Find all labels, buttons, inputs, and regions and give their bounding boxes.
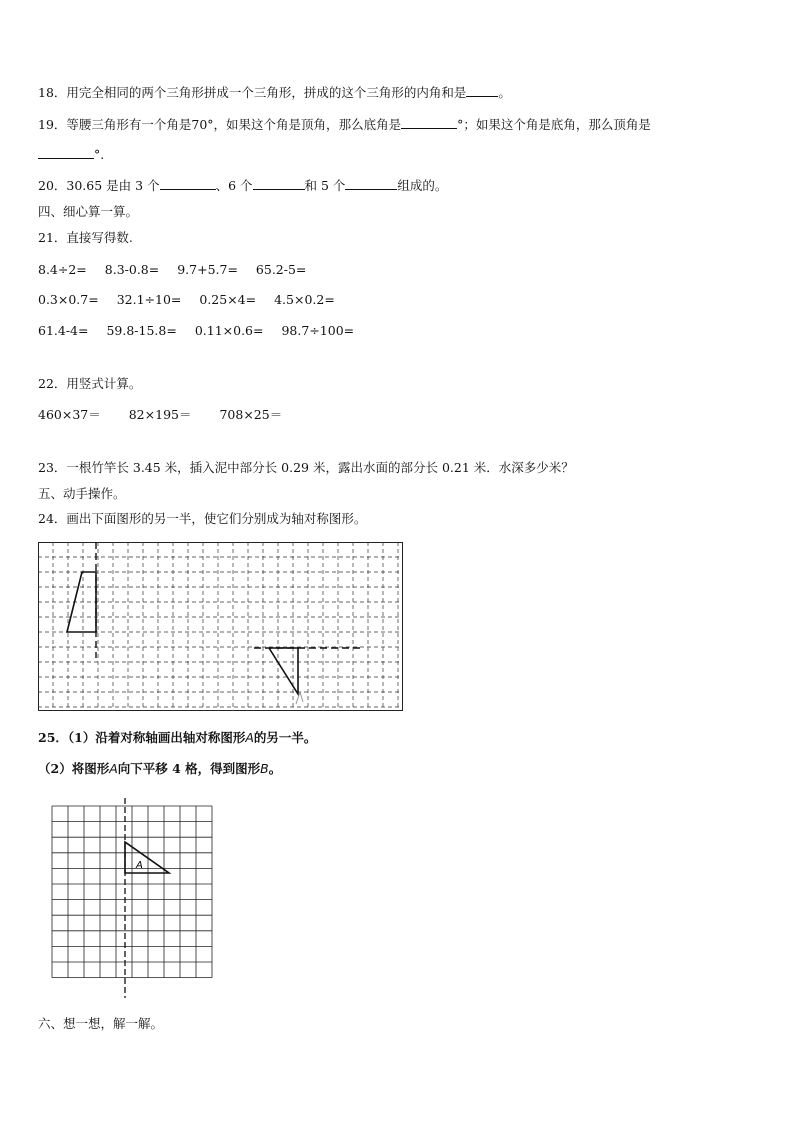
q20-text-4: 组成的。 bbox=[397, 178, 448, 193]
q21-expr: 0.3×0.7= bbox=[38, 292, 99, 307]
q21-expr: 0.25×4= bbox=[199, 292, 257, 307]
q22-items bbox=[38, 407, 296, 423]
q20-blank-3[interactable] bbox=[345, 177, 397, 190]
q21-row-2 bbox=[38, 292, 349, 308]
q19-vertex-angle-blank[interactable] bbox=[38, 146, 94, 159]
q20-blank-1[interactable] bbox=[160, 177, 216, 190]
q20-text-1: 20．30.65 是由 3 个 bbox=[38, 178, 160, 193]
section-5-heading: 五、动手操作。 bbox=[38, 486, 126, 501]
q21-expr: 4.5×0.2= bbox=[274, 292, 335, 307]
q25-text-2: （2）将图形 bbox=[38, 761, 110, 776]
q25-text-1-end: 的另一半。 bbox=[253, 730, 317, 745]
section-6-heading: 六、想一想，解一解。 bbox=[38, 1016, 164, 1031]
question-19 bbox=[38, 116, 651, 133]
question-21-title: 21．直接写得数. bbox=[38, 230, 133, 245]
q20-blank-2[interactable] bbox=[253, 177, 305, 190]
q24-grid-figure bbox=[38, 542, 404, 712]
q21-row-3 bbox=[38, 323, 368, 339]
q21-expr: 98.7÷100= bbox=[281, 323, 355, 338]
q18-answer-blank[interactable] bbox=[466, 84, 498, 97]
q18-suffix: 。 bbox=[498, 85, 511, 100]
question-20 bbox=[38, 177, 447, 194]
q19-base-angle-blank[interactable] bbox=[401, 116, 457, 129]
q21-expr: 8.3-0.8= bbox=[104, 262, 160, 277]
q20-text-2: 、6 个 bbox=[215, 178, 253, 193]
q24-grid-border bbox=[39, 543, 403, 711]
q21-expr: 0.11×0.6= bbox=[194, 323, 264, 338]
q25-text-2-end: 。 bbox=[268, 761, 282, 776]
question-25-part-1 bbox=[38, 730, 316, 746]
q19-text-1: 19．等腰三角形有一个角是70°，如果这个角是顶角，那么底角是 bbox=[38, 117, 402, 132]
question-18 bbox=[38, 84, 511, 101]
q21-expr: 65.2-5= bbox=[255, 262, 307, 277]
q25-var-a-2: A bbox=[109, 761, 118, 776]
section-4-heading: 四、细心算一算。 bbox=[38, 204, 139, 219]
q21-expr: 8.4÷2= bbox=[38, 262, 87, 277]
question-24-title: 24．画出下面图形的另一半，使它们分别成为轴对称图形。 bbox=[38, 511, 367, 526]
q19-text-3: °. bbox=[94, 147, 105, 162]
q21-expr: 61.4-4= bbox=[38, 323, 89, 338]
q25-text-1: 25．（1）沿着对称轴画出轴对称图形 bbox=[38, 730, 246, 745]
q25-grid-figure bbox=[48, 798, 216, 1002]
question-19-cont bbox=[38, 146, 104, 163]
q25-grid-lines bbox=[52, 806, 212, 978]
q25-text-2-mid: 向下平移 4 格，得到图形 bbox=[117, 761, 261, 776]
q25-figure-a-label: A bbox=[136, 860, 143, 871]
q21-expr: 32.1÷10= bbox=[116, 292, 182, 307]
q21-expr: 59.8-15.8= bbox=[106, 323, 177, 338]
q25-var-b: B bbox=[260, 761, 269, 776]
q22-expr: 82×195＝ bbox=[128, 407, 192, 422]
q22-expr: 460×37＝ bbox=[38, 407, 101, 422]
question-25-part-2 bbox=[38, 761, 281, 777]
q22-expr: 708×25＝ bbox=[219, 407, 283, 422]
q21-expr: 9.7+5.7= bbox=[177, 262, 238, 277]
q25-var-a: A bbox=[245, 730, 254, 745]
q20-text-3: 和 5 个 bbox=[304, 178, 346, 193]
q21-row-1 bbox=[38, 262, 320, 278]
question-23: 23．一根竹竿长 3.45 米，插入泥中部分长 0.29 米，露出水面的部分长 0.21 米．水深多少米？ bbox=[38, 460, 574, 475]
q18-text: 18．用完全相同的两个三角形拼成一个三角形，拼成的这个三角形的内角和是 bbox=[38, 85, 467, 100]
question-22-title: 22．用竖式计算。 bbox=[38, 376, 142, 391]
q19-text-2: °；如果这个角是底角，那么顶角是 bbox=[457, 117, 651, 132]
